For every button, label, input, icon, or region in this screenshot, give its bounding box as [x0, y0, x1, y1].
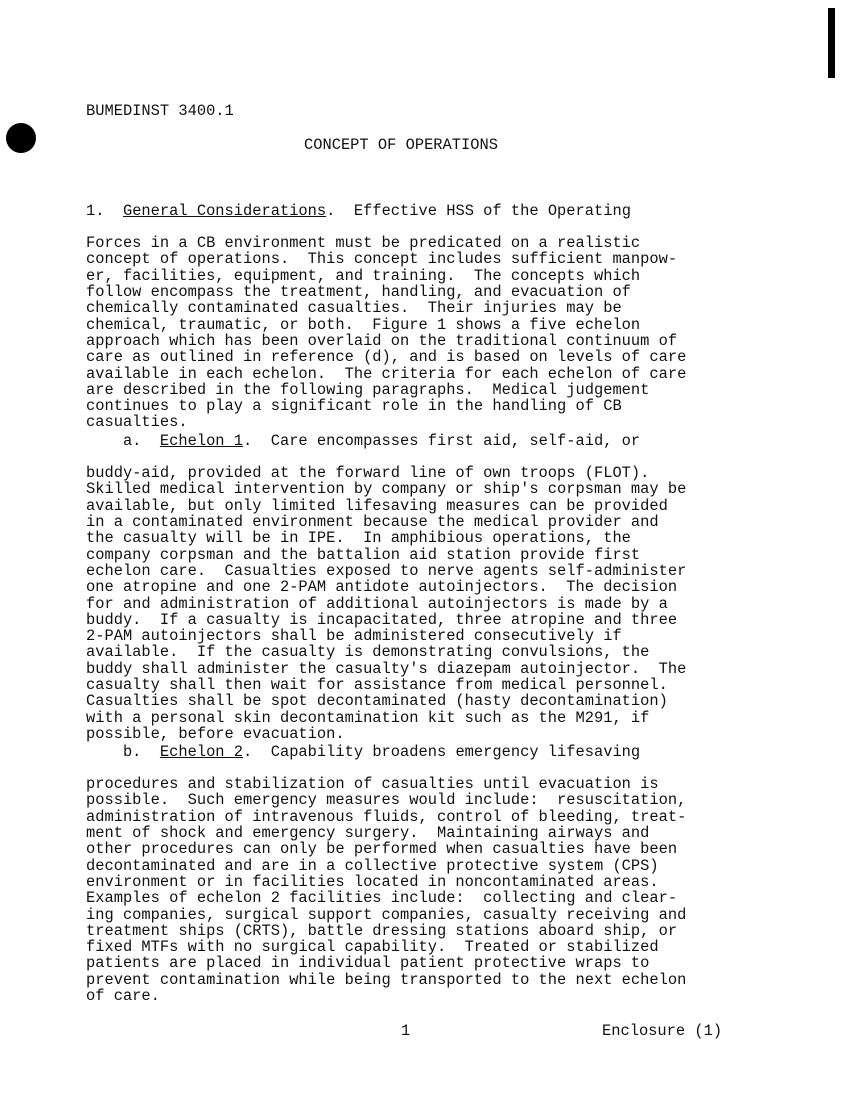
paragraph-line: chemical, traumatic, or both. Figure 1 shows a five echelon	[86, 315, 641, 334]
paragraph-line: Forces in a CB environment must be predicated on a realistic	[86, 234, 641, 253]
paragraph-line: continues to play a significant role in the handling of CB	[86, 397, 622, 416]
paragraph-line: ment of shock and emergency surgery. Maintaining airways and	[86, 824, 650, 843]
paragraph-line: prevent contamination while being transported to the next echelon	[86, 970, 687, 989]
paragraph-line: administration of intravenous fluids, control of bleeding, treat-	[86, 807, 687, 826]
paragraph-line: fixed MTFs with no surgical capability. Treated or stabilized	[86, 938, 659, 957]
paragraph-line: decontaminated and are in a collective protective system (CPS)	[86, 856, 659, 875]
paragraph-line: possible. Such emergency measures would include: resuscitation,	[86, 791, 687, 810]
paragraph-line: procedures and stabilization of casualties until evacuation is	[86, 775, 659, 794]
paragraph-line: available in each echelon. The criteria for each echelon of care	[86, 364, 687, 383]
paragraph-line: casualties.	[86, 413, 188, 432]
section-heading: General Considerations	[122, 201, 327, 220]
page-number: 1	[401, 1022, 411, 1040]
paragraph-line: 1. General Considerations. Effective HSS of the Operating	[86, 201, 631, 220]
paragraph-line: follow encompass the treatment, handling, and evacuation of	[86, 283, 631, 302]
enclosure-label: Enclosure (1)	[602, 1022, 723, 1040]
binder-hole-mark	[6, 123, 36, 153]
page-title: CONCEPT OF OPERATIONS	[304, 136, 498, 154]
paragraph-line: with a personal skin decontamination kit such as the M291, if	[86, 708, 650, 727]
paragraph-line: Skilled medical intervention by company or ship's corpsman may be	[86, 480, 687, 499]
paragraph-line: possible, before evacuation.	[86, 724, 345, 743]
section-heading: Echelon 1	[159, 431, 244, 450]
paragraph-line: Casualties shall be spot decontaminated (hasty decontamination)	[86, 692, 668, 711]
paragraph-line: available, but only limited lifesaving measures can be provided	[86, 496, 668, 515]
paragraph-line: in a contaminated environment because the medical provider and	[86, 513, 659, 532]
paragraph-line: for and administration of additional autoinjectors is made by a	[86, 594, 668, 613]
paragraph-echelon-2	[86, 708, 687, 1006]
paragraph-line: buddy-aid, provided at the forward line of own troops (FLOT).	[86, 464, 650, 483]
paragraph-line: a. Echelon 1. Care encompasses first aid, self-aid, or	[86, 431, 641, 450]
paragraph-line: other procedures can only be performed when casualties have been	[86, 840, 678, 859]
paragraph-line: ing companies, surgical support companies, casualty receiving and	[86, 905, 687, 924]
paragraph-line: company corpsman and the battalion aid station provide first	[86, 545, 641, 564]
paragraph-line: the casualty will be in IPE. In amphibious operations, the	[86, 529, 631, 548]
paragraph-line: buddy shall administer the casualty's diazepam autoinjector. The	[86, 659, 687, 678]
paragraph-line: approach which has been overlaid on the traditional continuum of	[86, 331, 678, 350]
paragraph-line: environment or in facilities located in noncontaminated areas.	[86, 872, 659, 891]
paragraph-line: one atropine and one 2-PAM antidote autoinjectors. The decision	[86, 578, 678, 597]
paragraph-line: concept of operations. This concept includes sufficient manpow-	[86, 250, 678, 269]
paragraph-line: buddy. If a casualty is incapacitated, three atropine and three	[86, 610, 678, 629]
paragraph-echelon-1	[86, 397, 687, 743]
paragraph-line: 2-PAM autoinjectors shall be administered consecutively if	[86, 627, 622, 646]
paragraph-line: are described in the following paragraphs. Medical judgement	[86, 380, 650, 399]
paragraph-line: patients are placed in individual patient protective wraps to	[86, 954, 650, 973]
paragraph-line: available. If the casualty is demonstrating convulsions, the	[86, 643, 650, 662]
paragraph-line: treatment ships (CRTS), battle dressing stations aboard ship, or	[86, 921, 678, 940]
paragraph-line: casualty shall then wait for assistance from medical personnel.	[86, 676, 668, 695]
section-heading: Echelon 2	[159, 742, 244, 761]
paragraph-line: chemically contaminated casualties. Their injuries may be	[86, 299, 622, 318]
document-id: BUMEDINST 3400.1	[86, 102, 234, 120]
paragraph-line: echelon care. Casualties exposed to nerve agents self-administer	[86, 561, 687, 580]
paragraph-general-considerations	[86, 170, 686, 431]
paragraph-line: Examples of echelon 2 facilities include: collecting and clear-	[86, 889, 678, 908]
paragraph-line: of care.	[86, 987, 160, 1006]
paragraph-line: b. Echelon 2. Capability broadens emergency lifesaving	[86, 742, 641, 761]
scan-edge-mark	[828, 8, 835, 78]
paragraph-line: er, facilities, equipment, and training. The concepts which	[86, 266, 641, 285]
paragraph-line: care as outlined in reference (d), and is based on levels of care	[86, 348, 687, 367]
